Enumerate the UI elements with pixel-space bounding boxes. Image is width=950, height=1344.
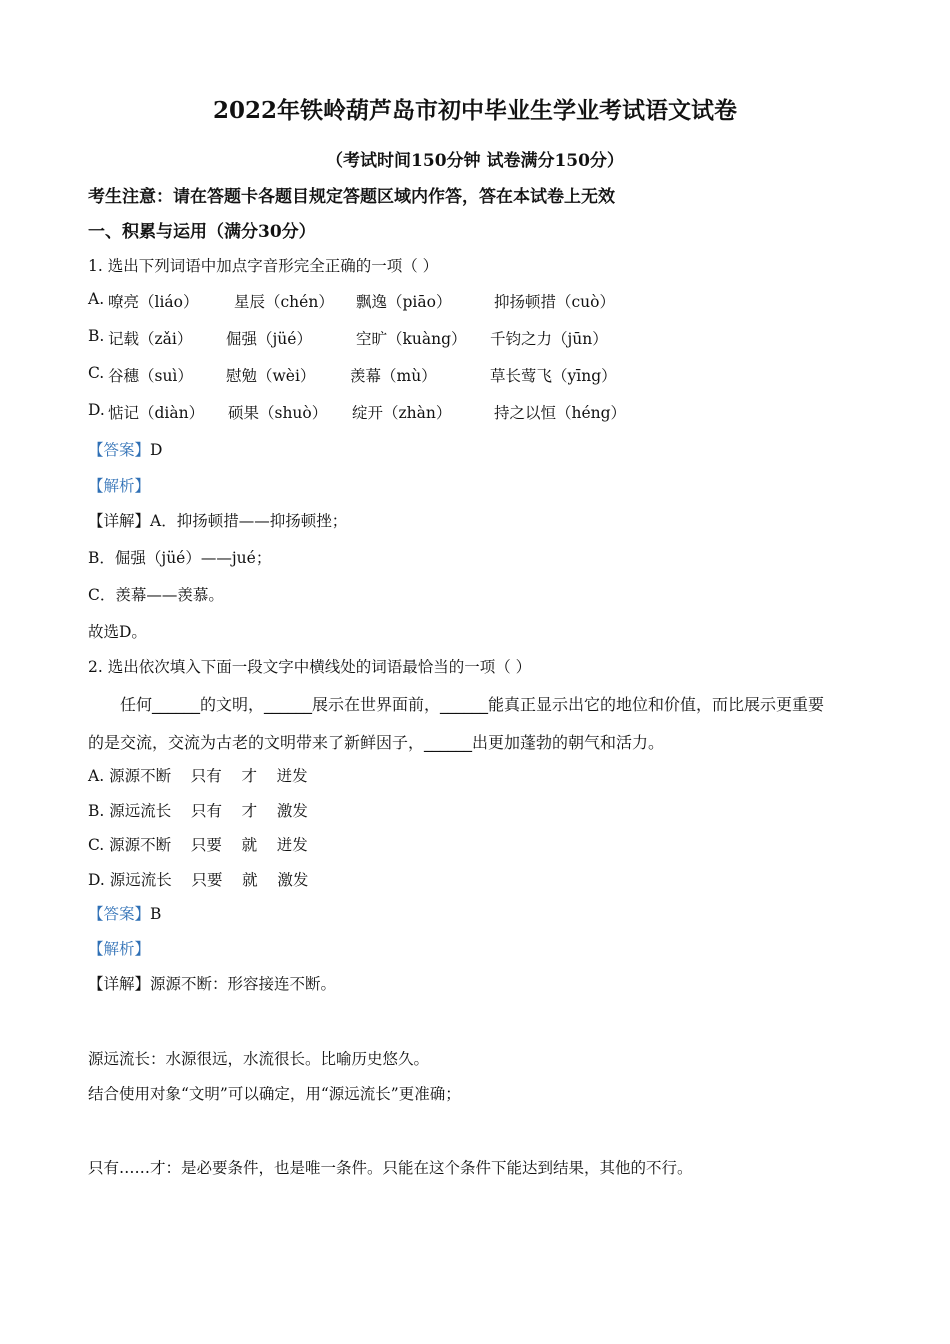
candidate-notice: 考生注意：请在答题卡各题目规定答题区域内作答，答在本试卷上无效 bbox=[88, 187, 615, 207]
option-item: 飘逸（piāo） bbox=[356, 293, 452, 311]
q1-detail-line: 故选D。 bbox=[88, 623, 147, 641]
option-item: 惦记（diàn） bbox=[108, 404, 205, 422]
q1-analysis-tag: 【解析】 bbox=[88, 477, 151, 495]
q2-analysis-tag: 【解析】 bbox=[88, 940, 151, 958]
q2-answer bbox=[88, 902, 161, 924]
option-text: 源源不断 只要 就 迸发 bbox=[109, 836, 308, 854]
option-item: 记载（zǎi） bbox=[108, 330, 193, 348]
q2-passage-line-2: 的是交流，交流为古老的文明带来了新鲜因子，______出更加蓬勃的朝气和活力。 bbox=[88, 733, 665, 752]
option-item: 抑扬顿措（cuò） bbox=[494, 293, 615, 311]
option-item: 绽开（zhàn） bbox=[352, 404, 452, 422]
answer-value: D bbox=[150, 441, 163, 459]
question-2-stem: 2. 选出依次填入下面一段文字中横线处的词语最恰当的一项（ ） bbox=[88, 658, 532, 676]
q2-option-a bbox=[88, 764, 308, 786]
option-letter: B. bbox=[88, 327, 105, 345]
exam-title: 2022年铁岭葫芦岛市初中毕业生学业考试语文试卷 bbox=[212, 97, 737, 124]
option-item: 慰勉（wèi） bbox=[226, 367, 316, 385]
option-item: 星辰（chén） bbox=[234, 293, 334, 311]
q2-option-b bbox=[88, 799, 308, 821]
q1-answer bbox=[88, 438, 162, 460]
q2-detail-line: 只有……才：是必要条件，也是唯一条件。只能在这个条件下能达到结果，其他的不行。 bbox=[88, 1159, 693, 1177]
q2-option-c bbox=[88, 833, 308, 855]
option-item: 空旷（kuàng） bbox=[356, 330, 467, 348]
question-1-stem: 1. 选出下列词语中加点字音形完全正确的一项（ ） bbox=[88, 257, 439, 275]
exam-subtitle: （考试时间150分钟 试卷满分150分） bbox=[326, 151, 624, 171]
option-item: 草长莺飞（yīng） bbox=[490, 367, 617, 385]
q1-detail-line: C．羡幕——羡慕。 bbox=[88, 586, 224, 604]
detail-text: 源源不断：形容接连不断。 bbox=[150, 975, 337, 993]
q2-detail-line bbox=[88, 972, 336, 994]
option-item: 千钧之力（jūn） bbox=[490, 330, 608, 348]
option-letter: A. bbox=[88, 767, 105, 785]
option-item: 谷穗（suì） bbox=[108, 367, 193, 385]
answer-tag: 【答案】 bbox=[88, 905, 151, 923]
option-letter: C. bbox=[88, 836, 105, 854]
detail-tag: 【详解】 bbox=[88, 512, 151, 530]
option-letter: D. bbox=[88, 401, 105, 419]
q1-detail-line: B．倔强（jüé）——jué； bbox=[88, 549, 272, 567]
option-item: 持之以恒（héng） bbox=[494, 404, 627, 422]
q1-detail-line bbox=[88, 509, 347, 531]
section-heading: 一、积累与运用（满分30分） bbox=[88, 222, 316, 242]
option-letter: C. bbox=[88, 364, 105, 382]
option-text: 源远流长 只要 就 激发 bbox=[109, 871, 309, 889]
q2-detail-line: 结合使用对象“文明”可以确定，用“源远流长”更准确； bbox=[88, 1085, 461, 1103]
option-item: 羡幕（mù） bbox=[350, 367, 437, 385]
q2-option-d bbox=[88, 868, 308, 890]
detail-text: A．抑扬顿措——抑扬顿挫； bbox=[150, 512, 348, 530]
option-letter: B. bbox=[88, 802, 105, 820]
answer-tag: 【答案】 bbox=[88, 441, 151, 459]
q2-detail-line: 源远流长：水源很远，水流很长。比喻历史悠久。 bbox=[88, 1050, 430, 1068]
option-item: 嘹亮（liáo） bbox=[108, 293, 199, 311]
detail-tag: 【详解】 bbox=[88, 975, 151, 993]
option-item: 倔强（jüé） bbox=[226, 330, 312, 348]
option-item: 硕果（shuò） bbox=[228, 404, 328, 422]
option-letter: D. bbox=[88, 871, 105, 889]
option-text: 源远流长 只有 才 激发 bbox=[109, 802, 308, 820]
q2-passage-line-1: 任何______的文明，______展示在世界面前，______能真正显示出它的地位和价值，而比展示更重要 bbox=[120, 695, 825, 714]
option-text: 源源不断 只有 才 迸发 bbox=[109, 767, 308, 785]
option-letter: A. bbox=[88, 290, 105, 308]
answer-value: B bbox=[150, 905, 162, 923]
